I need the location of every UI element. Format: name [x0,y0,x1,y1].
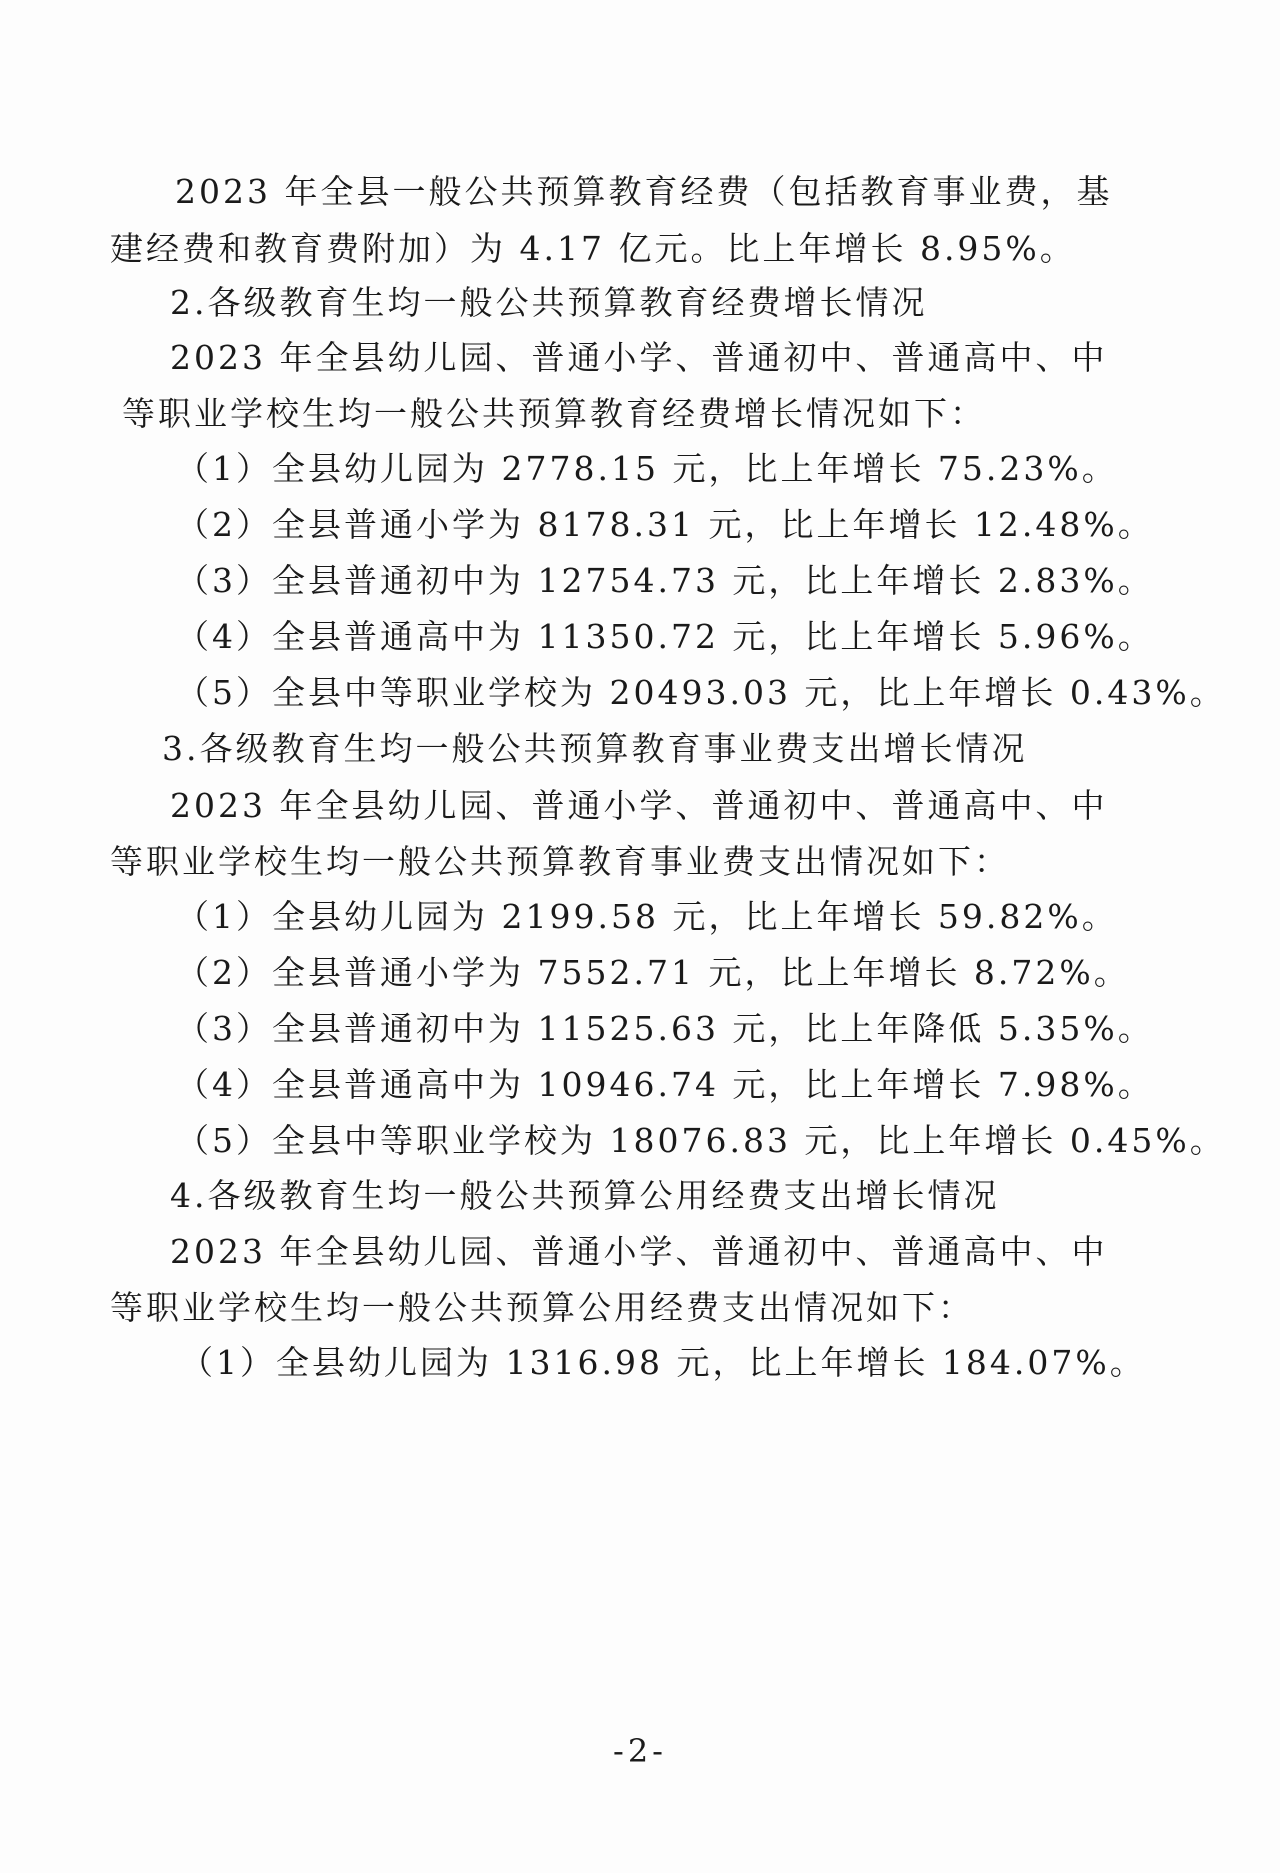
text-line: 等职业学校生均一般公共预算教育经费增长情况如下： [122,394,986,433]
text-line: 等职业学校生均一般公共预算教育事业费支出情况如下： [110,842,1010,881]
text-line: 2023 年全县幼儿园、普通小学、普通初中、普通高中、中 [170,786,1108,825]
text-line: 2023 年全县一般公共预算教育经费（包括教育事业费，基 [175,172,1113,211]
text-line: 建经费和教育费附加）为 4.17 亿元。比上年增长 8.95%。 [110,229,1076,268]
list-item: （4）全县普通高中为 11350.72 元，比上年增长 5.96%。 [176,617,1154,656]
page-number: -2- [613,1732,667,1770]
section-heading: 4.各级教育生均一般公共预算公用经费支出增长情况 [170,1176,1000,1215]
section-heading: 3.各级教育生均一般公共预算教育事业费支出增长情况 [162,729,1028,768]
list-item: （5）全县中等职业学校为 18076.83 元，比上年增长 0.45%。 [176,1121,1226,1160]
list-item: （1）全县幼儿园为 2778.15 元，比上年增长 75.23%。 [176,449,1118,488]
list-item: （3）全县普通初中为 12754.73 元，比上年增长 2.83%。 [176,561,1154,600]
text-line: 2023 年全县幼儿园、普通小学、普通初中、普通高中、中 [170,1232,1108,1271]
list-item: （4）全县普通高中为 10946.74 元，比上年增长 7.98%。 [176,1065,1154,1104]
list-item: （2）全县普通小学为 7552.71 元，比上年增长 8.72%。 [176,953,1130,992]
list-item: （1）全县幼儿园为 1316.98 元，比上年增长 184.07%。 [180,1343,1146,1382]
text-line: 等职业学校生均一般公共预算公用经费支出情况如下： [110,1288,974,1327]
section-heading: 2.各级教育生均一般公共预算教育经费增长情况 [170,283,928,322]
list-item: （2）全县普通小学为 8178.31 元，比上年增长 12.48%。 [176,505,1154,544]
list-item: （3）全县普通初中为 11525.63 元，比上年降低 5.35%。 [176,1009,1154,1048]
list-item: （5）全县中等职业学校为 20493.03 元，比上年增长 0.43%。 [176,673,1226,712]
list-item: （1）全县幼儿园为 2199.58 元，比上年增长 59.82%。 [176,897,1118,936]
text-line: 2023 年全县幼儿园、普通小学、普通初中、普通高中、中 [170,338,1108,377]
